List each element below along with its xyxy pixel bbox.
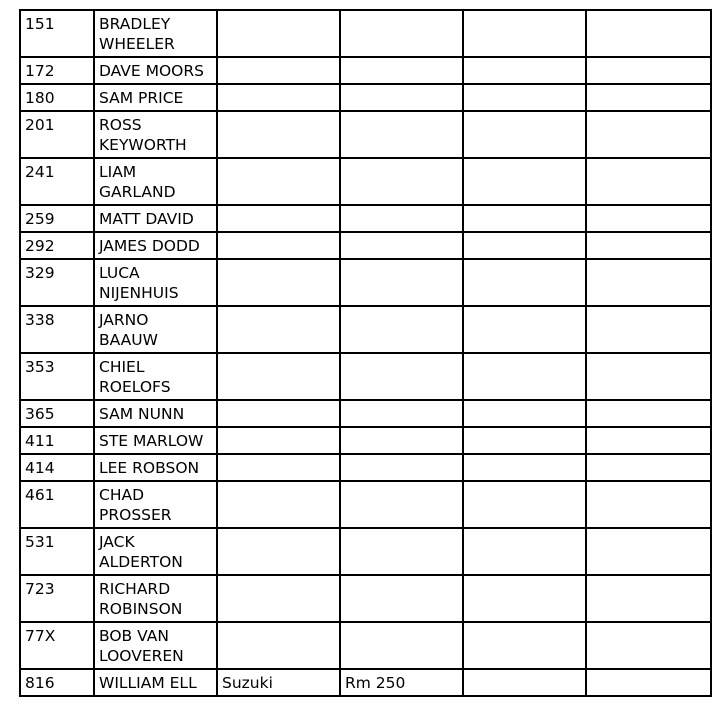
empty-cell xyxy=(586,57,711,84)
empty-cell xyxy=(586,575,711,622)
bike-model-cell xyxy=(340,111,463,158)
bike-make-cell xyxy=(217,622,340,669)
rider-name: SAM PRICE xyxy=(99,89,184,107)
empty-cell xyxy=(586,528,711,575)
bike-make-cell xyxy=(217,306,340,353)
rider-name-cell xyxy=(94,84,217,111)
table-row xyxy=(20,353,711,400)
table-row xyxy=(20,481,711,528)
empty-cell xyxy=(586,481,711,528)
rider-number-cell: 414 xyxy=(20,454,94,481)
rider-name-cell xyxy=(94,669,217,696)
empty-cell xyxy=(586,669,711,696)
rider-name-cell xyxy=(94,353,217,400)
empty-cell xyxy=(586,111,711,158)
rider-number-cell: 151 xyxy=(20,10,94,57)
rider-name: RICHARD ROBINSON xyxy=(99,580,183,618)
rider-name-cell xyxy=(94,259,217,306)
bike-make-cell xyxy=(217,232,340,259)
table-row xyxy=(20,111,711,158)
rider-name: ROSS KEYWORTH xyxy=(99,116,187,154)
table-row xyxy=(20,400,711,427)
empty-cell xyxy=(463,232,586,259)
empty-cell xyxy=(463,205,586,232)
bike-make-cell: Suzuki xyxy=(217,669,340,696)
empty-cell xyxy=(463,669,586,696)
rider-name-cell xyxy=(94,454,217,481)
bike-make-cell xyxy=(217,528,340,575)
rider-name-cell xyxy=(94,158,217,205)
bike-make-cell xyxy=(217,400,340,427)
rider-name-cell xyxy=(94,427,217,454)
bike-model-cell xyxy=(340,481,463,528)
table-row xyxy=(20,306,711,353)
rider-number-cell: 365 xyxy=(20,400,94,427)
rider-name: JARNO BAAUW xyxy=(99,311,158,349)
empty-cell xyxy=(463,306,586,353)
rider-number-cell: 461 xyxy=(20,481,94,528)
bike-make-cell xyxy=(217,158,340,205)
empty-cell xyxy=(463,10,586,57)
rider-name-cell xyxy=(94,10,217,57)
rider-number-cell: 292 xyxy=(20,232,94,259)
empty-cell xyxy=(463,622,586,669)
bike-make-cell xyxy=(217,427,340,454)
table-row xyxy=(20,158,711,205)
rider-name-cell xyxy=(94,205,217,232)
empty-cell xyxy=(586,454,711,481)
rider-name: JACK ALDERTON xyxy=(99,533,183,571)
empty-cell xyxy=(586,158,711,205)
bike-make-cell xyxy=(217,575,340,622)
rider-number-cell: 180 xyxy=(20,84,94,111)
rider-name: CHIEL ROELOFS xyxy=(99,358,171,396)
bike-make-cell xyxy=(217,353,340,400)
rider-name: STE MARLOW xyxy=(99,432,204,450)
empty-cell xyxy=(463,575,586,622)
empty-cell xyxy=(463,528,586,575)
empty-cell xyxy=(586,400,711,427)
table-row xyxy=(20,205,711,232)
bike-make-cell xyxy=(217,57,340,84)
bike-model-cell xyxy=(340,400,463,427)
table-row xyxy=(20,528,711,575)
rider-table-body xyxy=(20,10,711,696)
rider-name-cell xyxy=(94,306,217,353)
rider-name: BOB VAN LOOVEREN xyxy=(99,627,184,665)
rider-name: SAM NUNN xyxy=(99,405,185,423)
table-row xyxy=(20,259,711,306)
empty-cell xyxy=(463,158,586,205)
rider-number-cell: 329 xyxy=(20,259,94,306)
rider-name: LEE ROBSON xyxy=(99,459,200,477)
bike-model-cell xyxy=(340,205,463,232)
rider-number-cell: 411 xyxy=(20,427,94,454)
rider-number-cell: 816 xyxy=(20,669,94,696)
bike-model-cell xyxy=(340,84,463,111)
rider-name-cell xyxy=(94,232,217,259)
empty-cell xyxy=(586,10,711,57)
rider-table xyxy=(19,9,712,697)
empty-cell xyxy=(463,454,586,481)
empty-cell xyxy=(463,111,586,158)
table-row xyxy=(20,622,711,669)
bike-model-cell: Rm 250 xyxy=(340,669,463,696)
empty-cell xyxy=(586,84,711,111)
rider-name-cell xyxy=(94,528,217,575)
empty-cell xyxy=(463,400,586,427)
rider-number-cell: 353 xyxy=(20,353,94,400)
bike-model-cell xyxy=(340,427,463,454)
rider-name: CHAD PROSSER xyxy=(99,486,172,524)
empty-cell xyxy=(463,57,586,84)
bike-make-cell xyxy=(217,481,340,528)
bike-model-cell xyxy=(340,454,463,481)
empty-cell xyxy=(586,427,711,454)
table-row xyxy=(20,232,711,259)
rider-name-cell xyxy=(94,575,217,622)
bike-make-cell xyxy=(217,259,340,306)
bike-model-cell xyxy=(340,259,463,306)
table-row xyxy=(20,57,711,84)
rider-name-cell xyxy=(94,111,217,158)
table-row xyxy=(20,10,711,57)
rider-number-cell: 338 xyxy=(20,306,94,353)
bike-model-cell xyxy=(340,232,463,259)
bike-model-cell xyxy=(340,353,463,400)
empty-cell xyxy=(586,306,711,353)
table-row xyxy=(20,669,711,696)
empty-cell xyxy=(586,622,711,669)
bike-model-cell xyxy=(340,622,463,669)
rider-name: LIAM GARLAND xyxy=(99,163,176,201)
empty-cell xyxy=(463,481,586,528)
table-row xyxy=(20,427,711,454)
empty-cell xyxy=(586,259,711,306)
empty-cell xyxy=(586,205,711,232)
bike-model-cell xyxy=(340,158,463,205)
rider-name: LUCA NIJENHUIS xyxy=(99,264,179,302)
empty-cell xyxy=(586,353,711,400)
bike-make-cell xyxy=(217,10,340,57)
rider-number-cell: 241 xyxy=(20,158,94,205)
empty-cell xyxy=(463,427,586,454)
bike-model-cell xyxy=(340,10,463,57)
empty-cell xyxy=(463,259,586,306)
rider-number-cell: 172 xyxy=(20,57,94,84)
rider-number-cell: 77X xyxy=(20,622,94,669)
rider-name: MATT DAVID xyxy=(99,210,194,228)
empty-cell xyxy=(586,232,711,259)
table-row xyxy=(20,454,711,481)
bike-model-cell xyxy=(340,528,463,575)
rider-name: BRADLEY WHEELER xyxy=(99,15,175,53)
rider-name: JAMES DODD xyxy=(99,237,200,255)
rider-name-cell xyxy=(94,400,217,427)
rider-name: DAVE MOORS xyxy=(99,62,204,80)
empty-cell xyxy=(463,84,586,111)
rider-name-cell xyxy=(94,57,217,84)
rider-number-cell: 201 xyxy=(20,111,94,158)
bike-make-cell xyxy=(217,205,340,232)
table-row xyxy=(20,84,711,111)
rider-number-cell: 723 xyxy=(20,575,94,622)
rider-name-cell xyxy=(94,481,217,528)
bike-model-cell xyxy=(340,575,463,622)
empty-cell xyxy=(463,353,586,400)
bike-model-cell xyxy=(340,306,463,353)
rider-number-cell: 259 xyxy=(20,205,94,232)
bike-model-cell xyxy=(340,57,463,84)
bike-make-cell xyxy=(217,84,340,111)
bike-make-cell xyxy=(217,111,340,158)
rider-name: WILLIAM ELL xyxy=(99,674,197,692)
rider-name-cell xyxy=(94,622,217,669)
table-row xyxy=(20,575,711,622)
bike-make-cell xyxy=(217,454,340,481)
rider-number-cell: 531 xyxy=(20,528,94,575)
